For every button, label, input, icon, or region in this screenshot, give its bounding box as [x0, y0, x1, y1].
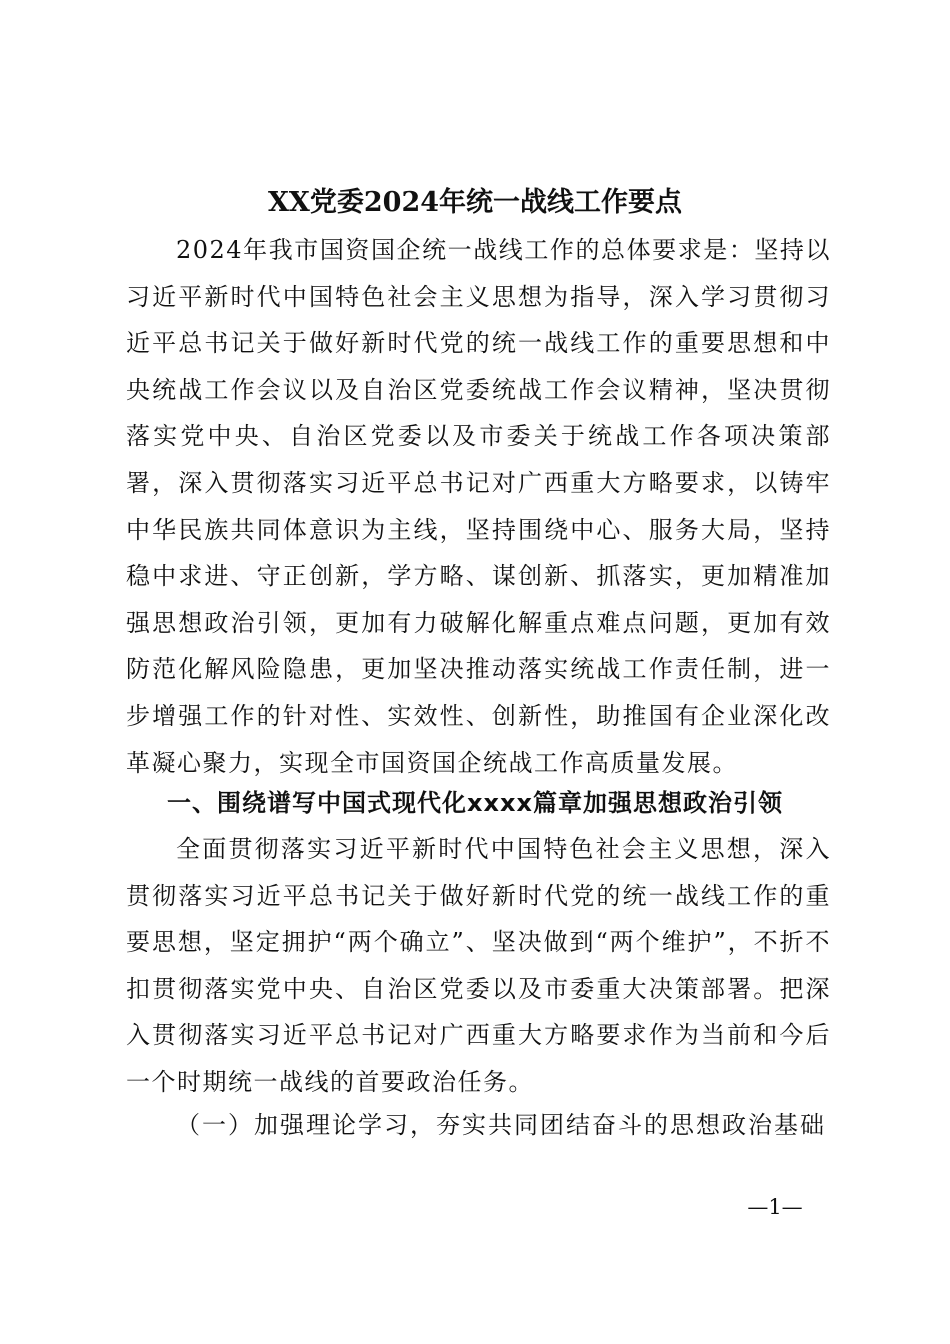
- document-title: XX党委2024年统一战线工作要点: [267, 187, 683, 218]
- section-heading-1: 一、围绕谱写中国式现代化xxxx篇章加强思想政治引领: [167, 789, 783, 817]
- section-1-paragraph: 全面贯彻落实习近平新时代中国特色社会主义思想，深入贯彻落实习近平总书记关于做好新时代党的统一战线工作的重要思想，坚定拥护“两个确立”、坚决做到“两个维护”，不折不扣贯彻落实党中央、自治区党委以及市委重大决策部署。把深入贯彻落实习近平总书记对广西重大方略要求作为当前和今后一个时期统一战线的首要政治任务。: [126, 835, 831, 1096]
- subsection-heading-1: （一）加强理论学习，夯实共同团结奋斗的思想政治基础: [176, 1111, 826, 1139]
- intro-paragraph: 2024年我市国资国企统一战线工作的总体要求是：坚持以习近平新时代中国特色社会主义思想为指导，深入学习贯彻习近平总书记关于做好新时代党的统一战线工作的重要思想和中央统战工作会议以及自治区党委统战工作会议精神，坚决贯彻落实党中央、自治区党委以及市委关于统战工作各项决策部署，深入贯彻落实习近平总书记对广西重大方略要求，以铸牢中华民族共同体意识为主线，坚持围绕中心、服务大局，坚持稳中求进、守正创新，学方略、谋创新、抓落实，更加精准加强思想政治引领，更加有力破解化解重点难点问题，更加有效防范化解风险隐患，更加坚决推动落实统战工作责任制，进一步增强工作的针对性、实效性、创新性，助推国有企业深化改革凝心聚力，实现全市国资国企统战工作高质量发展。: [126, 236, 831, 777]
- page-number: —1—: [747, 1195, 803, 1219]
